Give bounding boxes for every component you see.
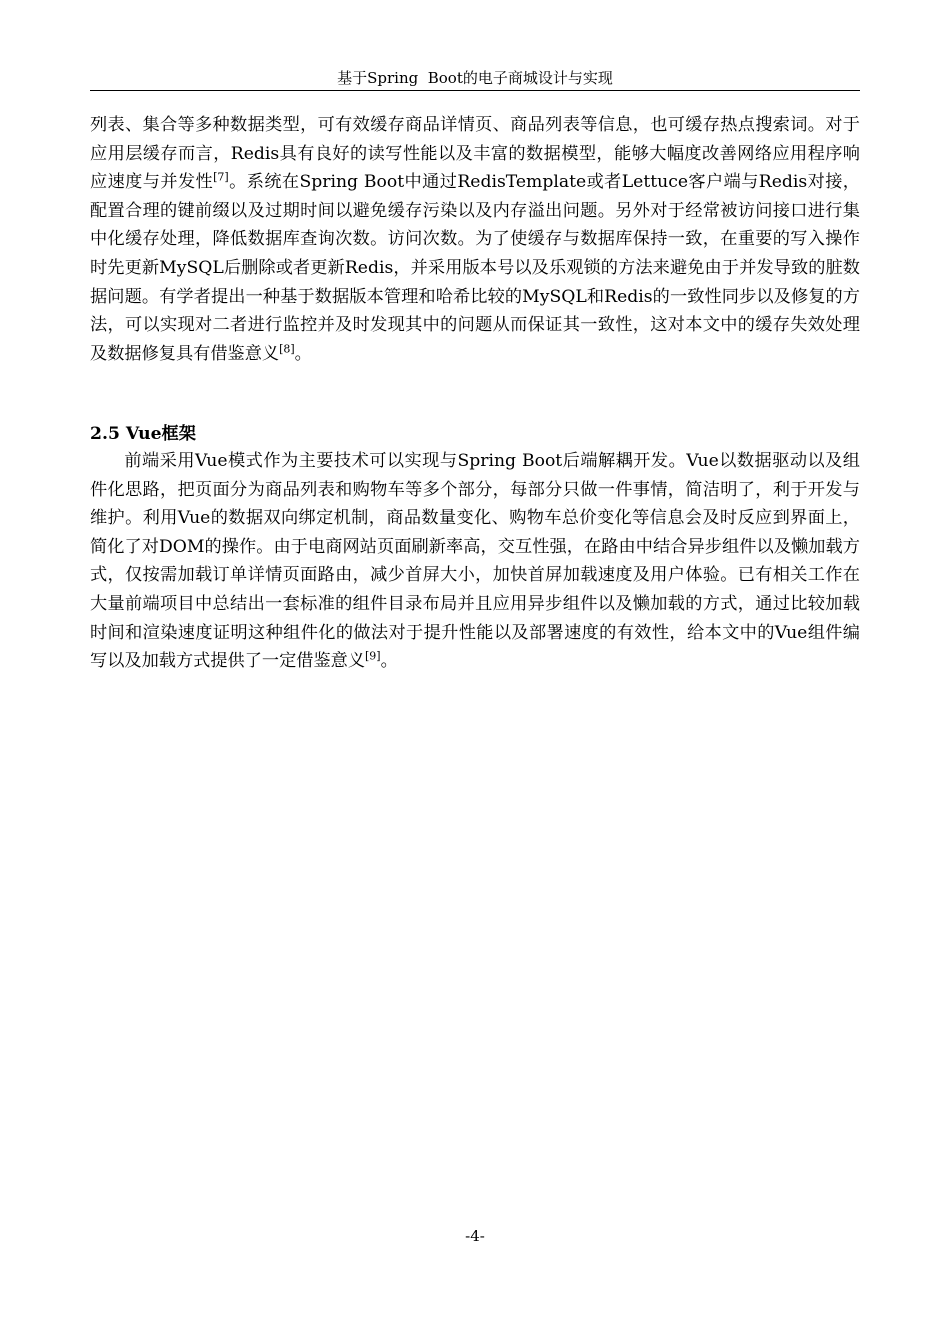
header-rule <box>90 90 860 91</box>
paragraph-text: 列表、集合等多种数据类型，可有效缓存商品详情页、商品列表等信息，也可缓存热点搜索词。对于应用层缓存而言，Redis具有良好的读写性能以及丰富的数据模型，能够大幅度改善网络应用程序响应速度与并发性 <box>90 115 860 193</box>
citation-9: [9] <box>365 649 381 663</box>
citation-7: [7] <box>213 170 229 184</box>
paragraph-text: 前端采用Vue模式作为主要技术可以实现与Spring Boot后端解耦开发。Vue以数据驱动以及组件化思路，把页面分为商品列表和购物车等多个部分，每部分只做一件事情，简洁明了，利于开发与维护。利用Vue的数据双向绑定机制，商品数量变化、购物车总价变化等信息会及时反应到界面上，简化了对DOM的操作。由于电商网站页面刷新率高，交互性强，在路由中结合异步组件以及懒加载方式，仅按需加载订单详情页面路由，减少首屏大小，加快首屏加载速度及用户体验。已有相关工作在大量前端项目中总结出一套标准的组件目录布局并且应用异步组件以及懒加载的方式，通过比较加载时间和渲染速度证明这种组件化的做法对于提升性能以及部署速度的有效性，给本文中的Vue组件编写以及加载方式提供了一定借鉴意义 <box>90 451 860 672</box>
page-number: -4- <box>465 1227 485 1245</box>
paragraph-text: 。 <box>294 343 312 364</box>
paragraph-text: 。 <box>380 651 398 672</box>
citation-8: [8] <box>279 342 295 356</box>
section-heading-vue: 2.5 Vue框架 <box>90 424 196 444</box>
paragraph-vue-framework <box>90 447 860 676</box>
paragraph-redis-cache <box>90 111 860 368</box>
page-header: 基于Spring Boot的电子商城设计与实现 <box>337 69 613 87</box>
paragraph-text: 。系统在Spring Boot中通过RedisTemplate或者Lettuce客户端与Redis对接，配置合理的键前缀以及过期时间以避免缓存污染以及内存溢出问题。另外对于经常被访问接口进行集中化缓存处理，降低数据库查询次数。访问次数。为了使缓存与数据库保持一致，在重要的写入操作时先更新MySQL后删除或者更新Redis，并采用版本号以及乐观锁的方法来避免由于并发导致的脏数据问题。有学者提出一种基于数据版本管理和哈希比较的MySQL和Redis的一致性同步以及修复的方法，可以实现对二者进行监控并及时发现其中的问题从而保证其一致性，这对本文中的缓存失效处理及数据修复具有借鉴意义 <box>90 172 860 364</box>
